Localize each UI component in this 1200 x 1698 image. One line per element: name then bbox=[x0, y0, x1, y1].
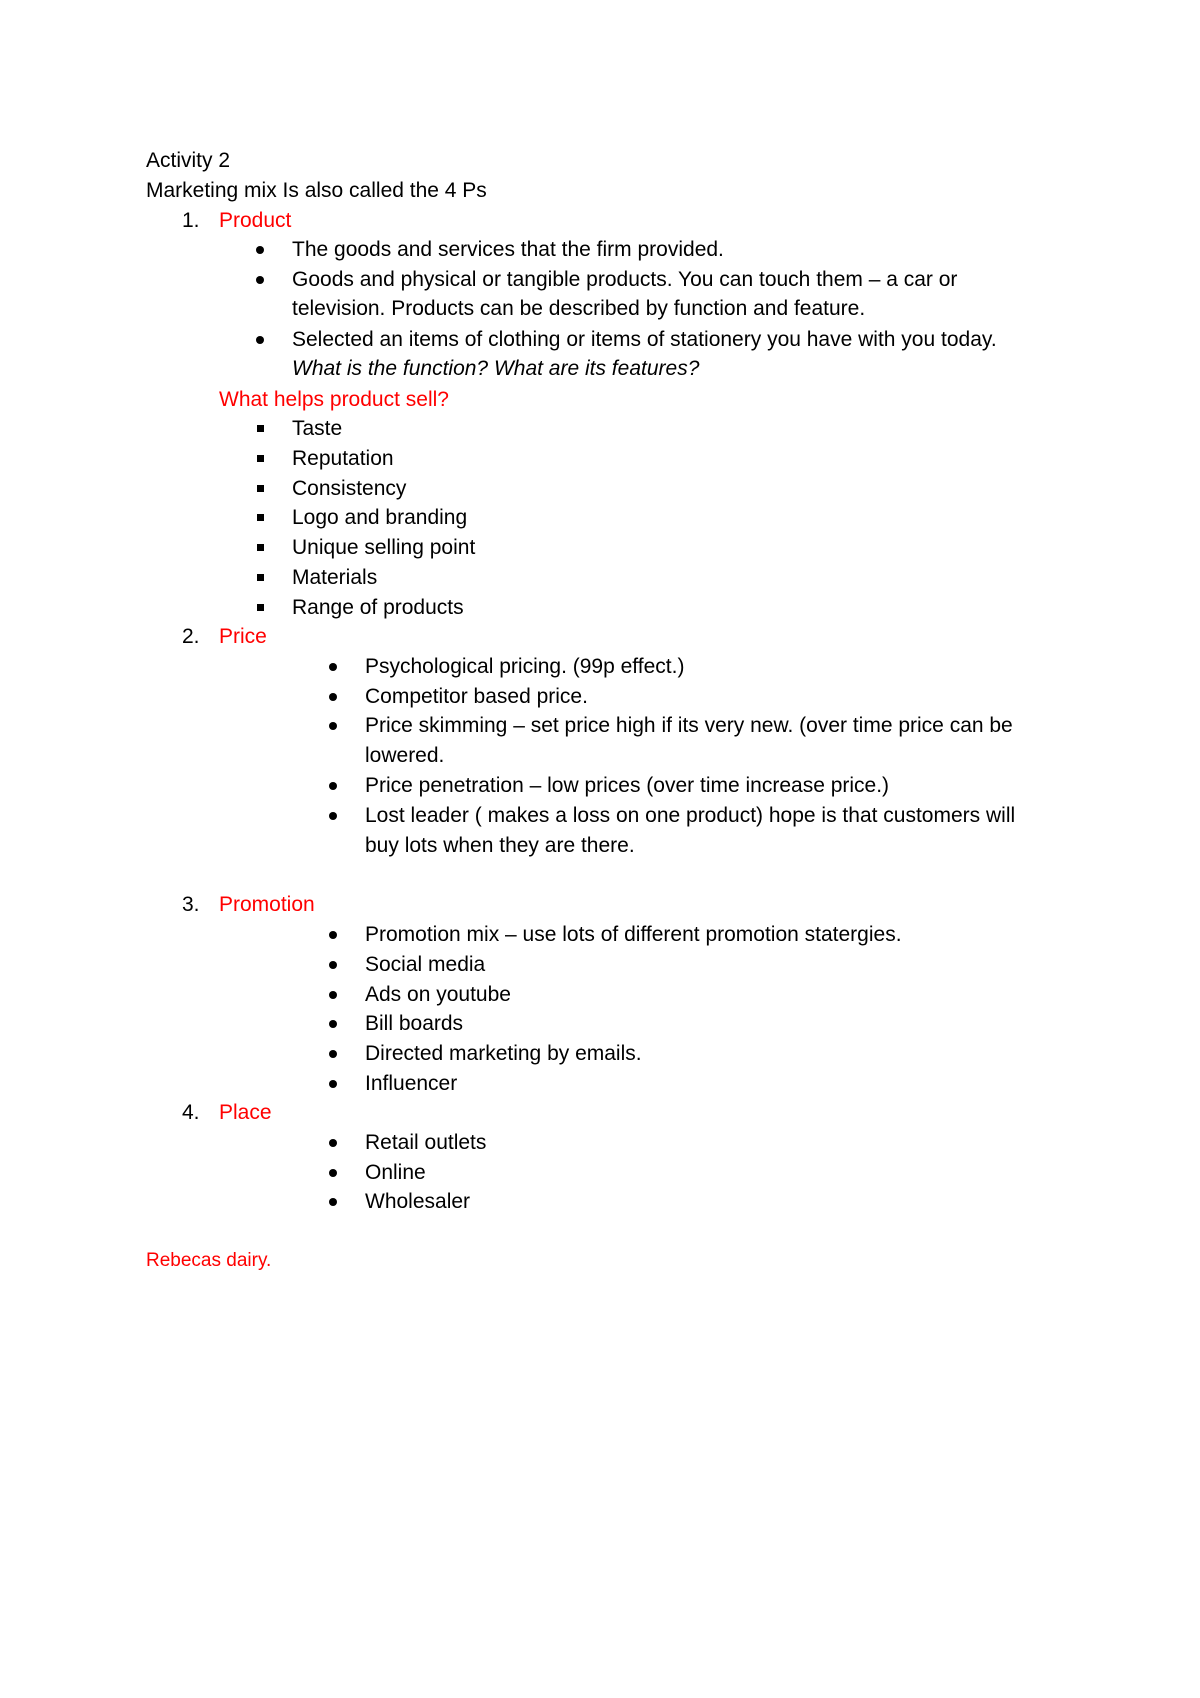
list-item: Bill boards bbox=[365, 1012, 464, 1035]
list-item: Influencer bbox=[365, 1072, 458, 1095]
list-item: Materials bbox=[292, 566, 378, 589]
bullet-square-icon bbox=[257, 455, 264, 462]
list-item: Price penetration – low prices (over time increase price.) bbox=[365, 774, 890, 797]
list-item: Price skimming – set price high if its very new. (over time price can be bbox=[365, 714, 1013, 737]
list-item: Directed marketing by emails. bbox=[365, 1042, 642, 1065]
list-item: Range of products bbox=[292, 596, 464, 619]
bullet-square-icon bbox=[257, 604, 264, 611]
bullet-dot-icon bbox=[329, 1198, 337, 1206]
list-number-2: 2. bbox=[182, 625, 200, 648]
section-title-price: Price bbox=[219, 625, 267, 648]
list-number-4: 4. bbox=[182, 1101, 200, 1124]
footer-note: Rebecas dairy. bbox=[146, 1250, 272, 1271]
bullet-dot-icon bbox=[256, 276, 264, 284]
list-item: Lost leader ( makes a loss on one product) hope is that customers will bbox=[365, 804, 1016, 827]
list-item: Goods and physical or tangible products. You can touch them – a car or bbox=[292, 268, 958, 291]
bullet-square-icon bbox=[257, 574, 264, 581]
list-item-continuation: lowered. bbox=[365, 744, 445, 767]
list-item: Taste bbox=[292, 417, 343, 440]
list-item: Reputation bbox=[292, 447, 394, 470]
list-item: Logo and branding bbox=[292, 506, 468, 529]
bullet-square-icon bbox=[257, 544, 264, 551]
subheading-what-helps: What helps product sell? bbox=[219, 388, 449, 411]
bullet-dot-icon bbox=[329, 782, 337, 790]
section-title-promotion: Promotion bbox=[219, 893, 315, 916]
bullet-dot-icon bbox=[329, 991, 337, 999]
list-number-3: 3. bbox=[182, 893, 200, 916]
bullet-square-icon bbox=[257, 425, 264, 432]
bullet-square-icon bbox=[257, 514, 264, 521]
list-item: Promotion mix – use lots of different promotion statergies. bbox=[365, 923, 902, 946]
intro-line: Marketing mix Is also called the 4 Ps bbox=[146, 179, 487, 202]
bullet-dot-icon bbox=[329, 663, 337, 671]
bullet-dot-icon bbox=[256, 246, 264, 254]
list-item: Consistency bbox=[292, 477, 407, 500]
list-item-continuation: television. Products can be described by function and feature. bbox=[292, 297, 866, 320]
bullet-dot-icon bbox=[256, 336, 264, 344]
bullet-dot-icon bbox=[329, 812, 337, 820]
activity-title: Activity 2 bbox=[146, 149, 231, 172]
list-item: Social media bbox=[365, 953, 486, 976]
bullet-dot-icon bbox=[329, 1050, 337, 1058]
list-item: Ads on youtube bbox=[365, 983, 511, 1006]
bullet-dot-icon bbox=[329, 961, 337, 969]
list-item: The goods and services that the firm provided. bbox=[292, 238, 724, 261]
list-item: Online bbox=[365, 1161, 426, 1184]
list-item: Psychological pricing. (99p effect.) bbox=[365, 655, 685, 678]
bullet-dot-icon bbox=[329, 1080, 337, 1088]
list-item-question: What is the function? What are its features? bbox=[292, 357, 700, 380]
list-item-continuation: buy lots when they are there. bbox=[365, 834, 635, 857]
bullet-dot-icon bbox=[329, 1169, 337, 1177]
bullet-dot-icon bbox=[329, 693, 337, 701]
bullet-dot-icon bbox=[329, 1020, 337, 1028]
list-item: Selected an items of clothing or items of stationery you have with you today. bbox=[292, 328, 997, 351]
bullet-dot-icon bbox=[329, 931, 337, 939]
list-number-1: 1. bbox=[182, 209, 200, 232]
list-item: Retail outlets bbox=[365, 1131, 487, 1154]
list-item: Wholesaler bbox=[365, 1190, 471, 1213]
section-title-place: Place bbox=[219, 1101, 272, 1124]
list-item: Unique selling point bbox=[292, 536, 476, 559]
list-item: Competitor based price. bbox=[365, 685, 588, 708]
bullet-dot-icon bbox=[329, 1139, 337, 1147]
bullet-dot-icon bbox=[329, 722, 337, 730]
section-title-product: Product bbox=[219, 209, 292, 232]
bullet-square-icon bbox=[257, 485, 264, 492]
